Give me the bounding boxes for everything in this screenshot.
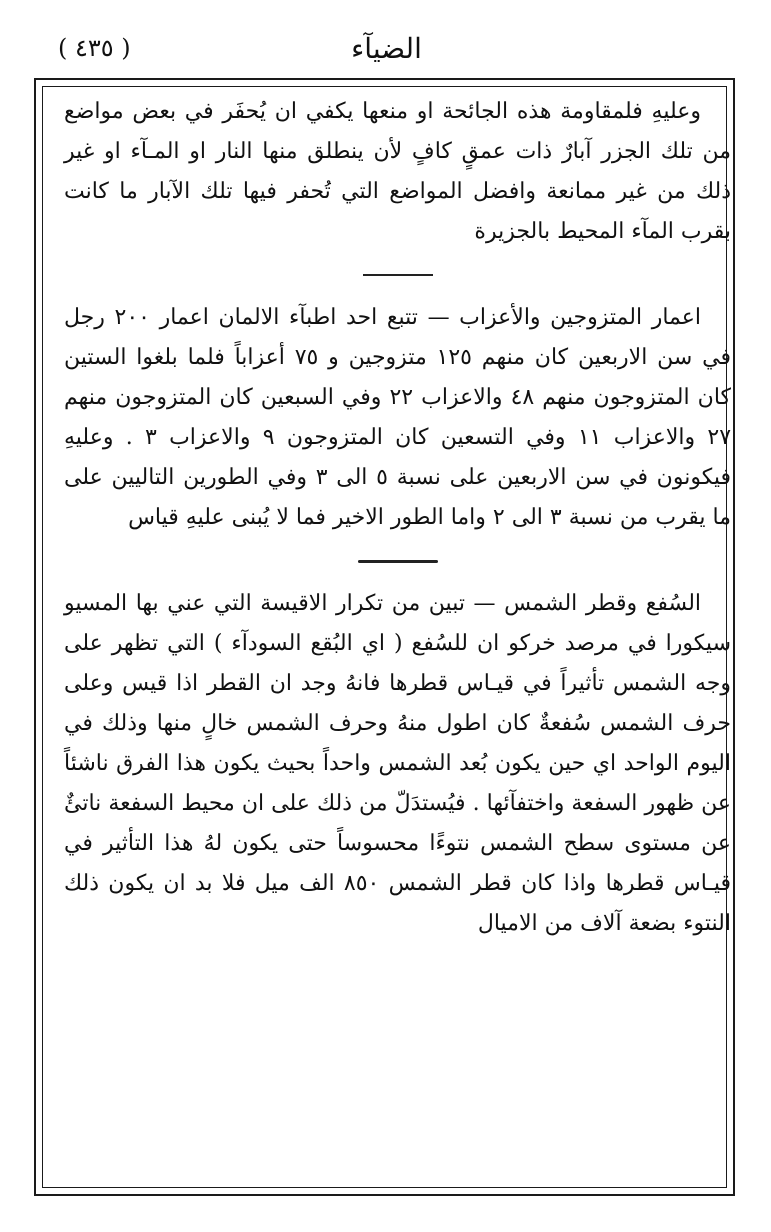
paragraph-text: تبين من تكرار الاقيسة التي عني بها المسيو سيكورا في مرصد خركو ان للسُفع ( اي البُقع السودآء ) التي تظهر على وجه الشمس تأثيراً في قيـاس قطرها فانهُ وجد ان القطر اذا قيس وعلى حرف الشمس سُفعةٌ كان اطول منهُ وحرف الشمس خالٍ منها وذلك في اليوم الواحد اي حين يكون بُعد الشمس واحداً بحيث يكون هذا الفرق ناشئاً عن ظهور السفعة واختفآئها . فيُستدَلّ من ذلك على ان محيط السفعة ناتئٌ عن مستوى سطح الشمس نتوءًا محسوساً حتى يكون لهُ هذا التأثير في قيـاس قطرها واذا كان قطر الشمس ٨٥٠ الف ميل فلا بد ان يكون ذلك النتوء بضعة آلاف من الاميال xyxy=(64,591,731,936)
section-heading: السُفع وقطر الشمس — xyxy=(473,591,702,616)
section-divider xyxy=(64,538,731,584)
page-content xyxy=(64,92,731,944)
page-header xyxy=(40,30,733,72)
running-title: الضيآء xyxy=(351,32,422,65)
paragraph-married-ages xyxy=(64,298,731,538)
paragraph-text: تتبع احد اطبآء الالمان اعمار ٢٠٠ رجل في سن الاربعين كان منهم ١٢٥ متزوجين و ٧٥ أعزاباً فلما بلغوا الستين كان المتزوجون منهم ٤٨ والاعزاب ٢٢ وفي السبعين كان المتزوجون منهم ٢٧ والاعزاب ١١ وفي التسعين كان المتزوجون ٩ والاعزاب ٣ . وعليهِ فيكونون في سن الاربعين على نسبة ٥ الى ٣ وفي الطورين التاليين على ما يقرب من نسبة ٣ الى ٢ واما الطور الاخير فما لا يُبنى عليهِ قياس xyxy=(64,305,732,530)
section-divider xyxy=(64,252,731,298)
paragraph-wells xyxy=(64,92,731,252)
paragraph-text: وعليهِ فلمقاومة هذه الجائحة او منعها يكفي ان يُحفَر في بعض مواضع من تلك الجزر آبارٌ ذات عمقٍ كافٍ لأن ينطلق منها النار او المـآء او غير ذلك من غير ممانعة وافضل المواضع التي تُحفر فيها تلك الآبار ما كانت بقرب المآء المحيط بالجزيرة xyxy=(64,99,731,244)
divider-line xyxy=(363,274,433,276)
page-number: ( ٤٣٥ ) xyxy=(58,34,131,62)
paragraph-sunspots xyxy=(64,584,731,944)
divider-line xyxy=(358,560,438,563)
section-heading: اعمار المتزوجين والأعزاب — xyxy=(427,305,701,330)
